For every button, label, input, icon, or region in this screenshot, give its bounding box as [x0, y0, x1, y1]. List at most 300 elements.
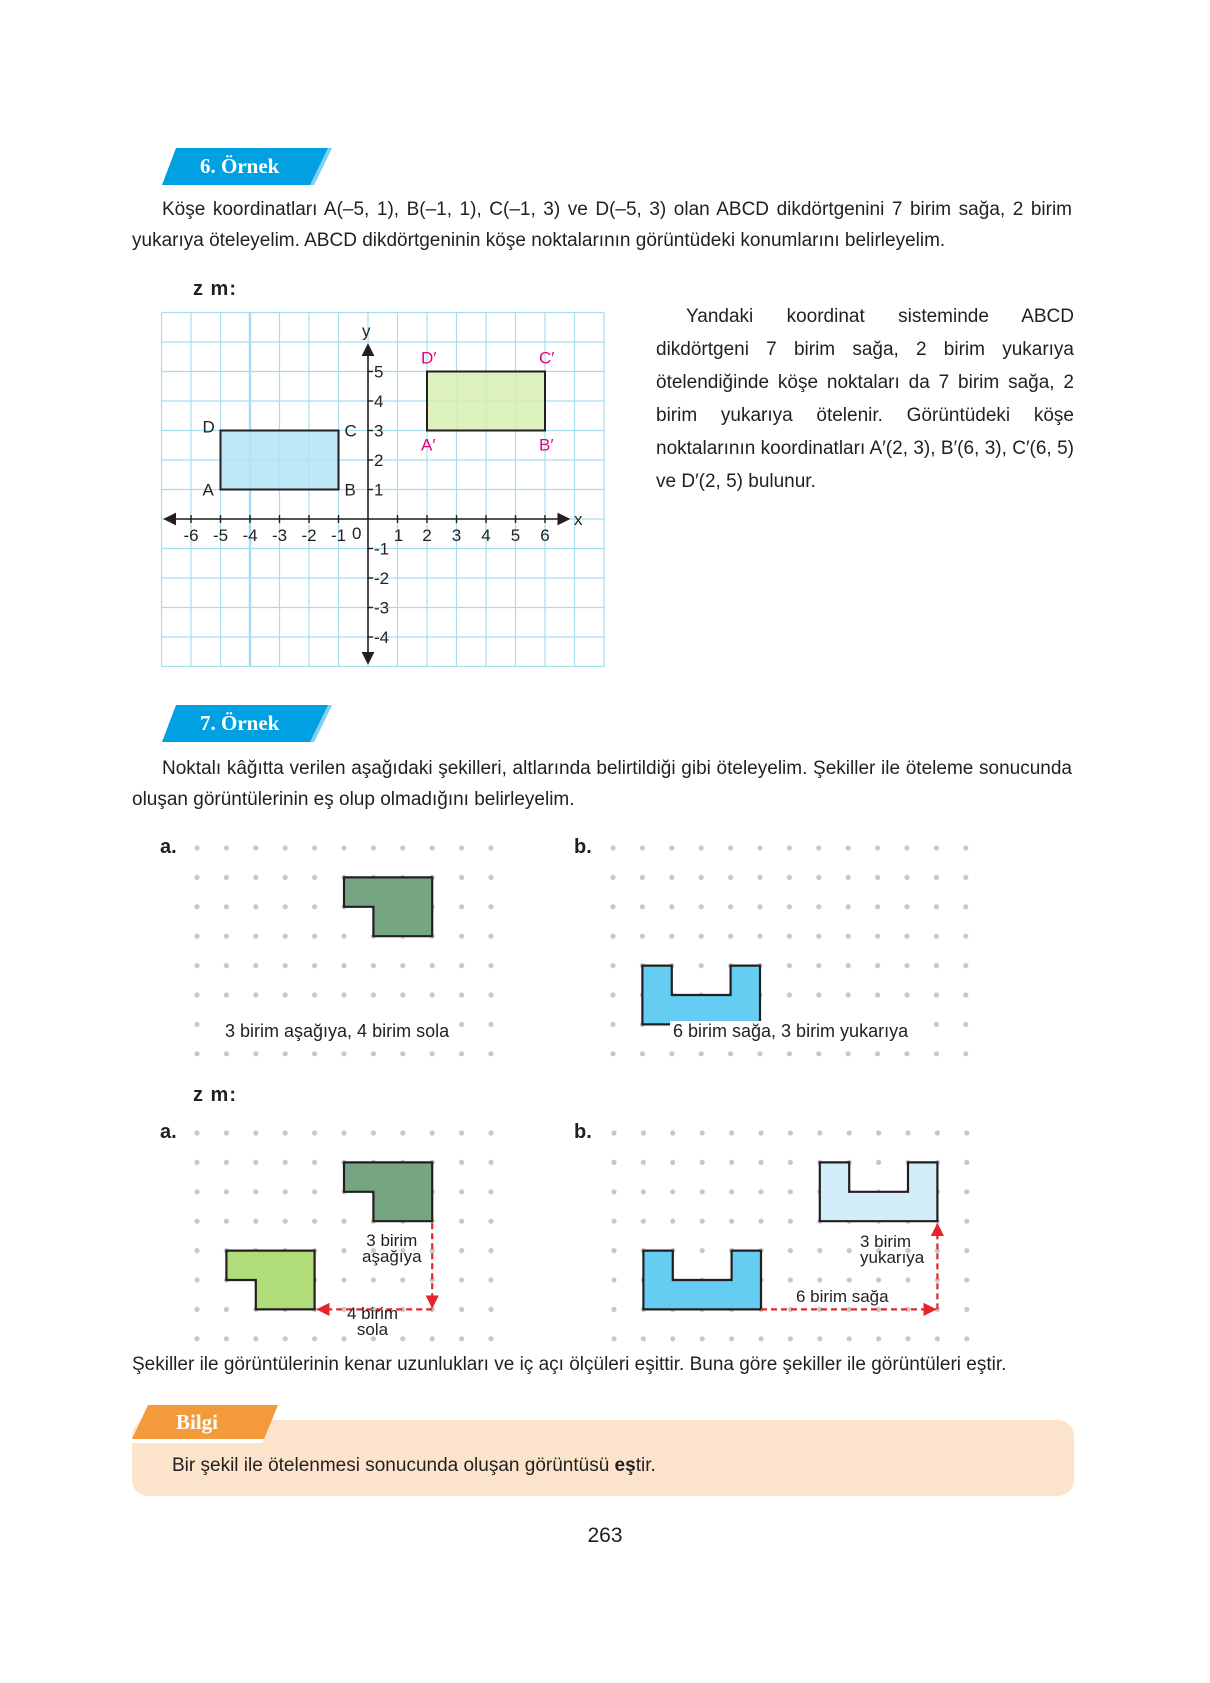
- dot-grid-b: [875, 1051, 880, 1056]
- info-title: Bilgi: [176, 1410, 219, 1434]
- dot-grid-a: [341, 1051, 346, 1056]
- dot-grid-b: [934, 934, 939, 939]
- dot-grid-b: [963, 992, 968, 997]
- dot-grid-a: [194, 875, 199, 880]
- dot-grid-b: [816, 963, 821, 968]
- dot-grid-b: [699, 1051, 704, 1056]
- dot-grid-b: [669, 845, 674, 850]
- dot-grid-a: [253, 904, 258, 909]
- dot-grid-b: [610, 1051, 615, 1056]
- x-tick-label: -1: [330, 526, 347, 545]
- dot-grid-solution-b: [700, 1336, 705, 1341]
- dot-grid-a: [224, 875, 229, 880]
- dot-grid-solution-a: [488, 1160, 493, 1165]
- dot-grid-solution-b: [964, 1130, 969, 1135]
- dot-grid-solution-a: [312, 1219, 317, 1224]
- dot-grid-b: [787, 845, 792, 850]
- dot-grid-a: [312, 904, 317, 909]
- dot-grid-solution-a: [194, 1277, 199, 1282]
- dot-grid-solution-a: [459, 1130, 464, 1135]
- dot-grid-b: [875, 875, 880, 880]
- dot-grid-solution-b: [964, 1189, 969, 1194]
- dot-grid-b: [875, 963, 880, 968]
- dot-grid-a: [400, 992, 405, 997]
- shape-b-image: [820, 1162, 938, 1221]
- dot-grid-b: [787, 934, 792, 939]
- dot-grid-solution-a: [283, 1336, 288, 1341]
- dot-grid-b: [610, 934, 615, 939]
- dot-grid-solution-b: [700, 1248, 705, 1253]
- dot-grid-b: [640, 1051, 645, 1056]
- dot-grid-solution-a: [194, 1336, 199, 1341]
- dot-grid-solution-b: [964, 1307, 969, 1312]
- dot-grid-b: [610, 904, 615, 909]
- dot-grid-a: [312, 875, 317, 880]
- dot-grid-solution-a: [459, 1277, 464, 1282]
- dot-grid-a: [283, 963, 288, 968]
- dot-grid-solution-b: [788, 1277, 793, 1282]
- dot-grid-solution-b: [611, 1336, 616, 1341]
- dot-grid-b: [963, 904, 968, 909]
- dot-grid-solution-b: [847, 1248, 852, 1253]
- dot-grid-solution-b: [729, 1189, 734, 1194]
- dot-grid-a: [430, 845, 435, 850]
- dot-grid-a: [341, 963, 346, 968]
- dot-grid-solution-a: [253, 1219, 258, 1224]
- y-tick-label: 2: [374, 451, 384, 470]
- dot-grid-solution-a: [400, 1277, 405, 1282]
- dot-grid-b: [934, 963, 939, 968]
- dot-grid-solution-b: [847, 1130, 852, 1135]
- dot-grid-a: [253, 1051, 258, 1056]
- dot-grid-solution-a: [194, 1219, 199, 1224]
- dot-grid-b: [728, 1051, 733, 1056]
- dot-grid-solution-a: [341, 1248, 346, 1253]
- dot-grid-a: [194, 845, 199, 850]
- dot-grid-b: [875, 845, 880, 850]
- dot-grid-b: [699, 904, 704, 909]
- dot-grid-a: [459, 1051, 464, 1056]
- dot-grid-solution-a: [488, 1248, 493, 1253]
- dot-grid-solution-b: [964, 1248, 969, 1253]
- dot-grid-b: [728, 845, 733, 850]
- vertex-label-A: A: [202, 480, 214, 500]
- dot-grid-b: [816, 904, 821, 909]
- dot-grid-solution-b: [700, 1219, 705, 1224]
- dot-grid-solution-a: [224, 1219, 229, 1224]
- dot-grid-b: [610, 875, 615, 880]
- left-arrow-label: [347, 1306, 398, 1338]
- right-arrow-label: 6 birim sağa: [796, 1287, 889, 1306]
- dot-grid-solution-a: [224, 1189, 229, 1194]
- y-tick-label: 5: [374, 362, 384, 382]
- dot-grid-solution-a: [371, 1277, 376, 1282]
- dot-grid-b: [757, 875, 762, 880]
- dot-grid-a: [312, 1051, 317, 1056]
- dot-grid-solution-a: [371, 1130, 376, 1135]
- dot-grid-a: [430, 963, 435, 968]
- dot-grid-solution-b: [641, 1160, 646, 1165]
- dot-grid-solution-a: [341, 1130, 346, 1135]
- dot-grid-b: [963, 963, 968, 968]
- dot-grid-solution-b: [964, 1277, 969, 1282]
- dot-grid-solution-b: [700, 1160, 705, 1165]
- info-text-bold: eş: [614, 1455, 636, 1476]
- y-tick-label: 1: [374, 480, 384, 500]
- problem-a-caption: 3 birim aşağıya, 4 birim sola: [222, 1021, 452, 1042]
- dot-grid-b: [816, 875, 821, 880]
- dot-grid-b: [904, 1051, 909, 1056]
- dot-grid-a: [224, 963, 229, 968]
- dot-grid-b: [875, 992, 880, 997]
- example-7-text: Noktalı kâğıtta verilen aşağıdaki şekilleri, altlarında belirtildiği gibi öteleyelim. Şekiller ile öteleme sonucunda oluşan görüntülerinin eş olup olmadığını belirleyelim.: [132, 758, 1072, 810]
- example-6-solution-text: Yandaki koordinat sisteminde ABCD dikdörtgeni 7 birim sağa, 2 birim yukarıya ötelendiğinde köşe noktaları da 7 birim sağa, 2 birim yukarıya ötelenir. Görüntüdeki köşe noktalarının koordinatları A′(2, 3), B′(6, 3), C′(6, 5) ve D′(2, 5) bulunur.: [656, 306, 1074, 492]
- dot-grid-b: [963, 934, 968, 939]
- info-text-start: Bir şekil ile ötelenmesi sonucunda oluşan görüntüsü: [172, 1455, 615, 1476]
- dot-grid-a: [312, 845, 317, 850]
- dot-grid-solution-a: [194, 1160, 199, 1165]
- dot-grid-a: [312, 992, 317, 997]
- dot-grid-solution-a: [459, 1248, 464, 1253]
- dot-grid-a: [400, 963, 405, 968]
- dot-grid-solution-a: [459, 1160, 464, 1165]
- dot-grid-a: [400, 1051, 405, 1056]
- dot-grid-b: [934, 904, 939, 909]
- dot-grid-solution-a: [224, 1336, 229, 1341]
- dot-grid-solution-b: [817, 1248, 822, 1253]
- dot-grid-b: [904, 992, 909, 997]
- dot-grid-solution-b: [905, 1336, 910, 1341]
- dot-grid-solution-b: [876, 1277, 881, 1282]
- dot-grid-solution-b: [817, 1277, 822, 1282]
- x-tick-label: 3: [451, 526, 462, 545]
- dot-grid-solution-b: [700, 1130, 705, 1135]
- left-label-line-1: 4 birim: [347, 1304, 399, 1323]
- dot-grid-solution-b: [758, 1189, 763, 1194]
- info-text: [172, 1455, 656, 1477]
- x-tick-label: -2: [301, 526, 317, 545]
- x-tick-label: 4: [481, 526, 491, 545]
- dot-grid-a: [371, 963, 376, 968]
- dot-grid-solution-b: [935, 1130, 940, 1135]
- dot-grid-a: [194, 992, 199, 997]
- shape-b: [642, 966, 760, 1025]
- dot-grid-b: [728, 934, 733, 939]
- left-label-line-2: sola: [356, 1320, 389, 1339]
- dot-grid-b: [610, 845, 615, 850]
- dot-grid-solution-b: [670, 1160, 675, 1165]
- dot-grid-solution-b: [964, 1219, 969, 1224]
- x-tick-label: 1: [393, 526, 404, 545]
- dot-grid-b: [699, 934, 704, 939]
- image-vertex-label: C′: [539, 348, 555, 368]
- dot-grid-solution-b: [611, 1219, 616, 1224]
- dot-grid-b: [787, 963, 792, 968]
- dot-grid-b: [640, 845, 645, 850]
- dot-grid-a: [194, 934, 199, 939]
- info-tab: [132, 1405, 278, 1441]
- x-tick-label: 2: [422, 526, 432, 545]
- dot-grid-a: [341, 992, 346, 997]
- dot-grid-b: [640, 934, 645, 939]
- dot-grid-b: [610, 963, 615, 968]
- x-tick-label: 6: [540, 526, 550, 545]
- dot-grid-a: [253, 875, 258, 880]
- down-arrow-label: [362, 1233, 422, 1265]
- dot-grid-b: [757, 845, 762, 850]
- shape-a: [344, 877, 432, 936]
- dot-grid-solution-b: [905, 1277, 910, 1282]
- dot-grid-a: [430, 992, 435, 997]
- dot-grid-solution-a: [283, 1189, 288, 1194]
- dot-grid-solution-a: [224, 1160, 229, 1165]
- example-6-text: Köşe koordinatları A(–5, 1), B(–1, 1), C(–1, 3) ve D(–5, 3) olan ABCD dikdörtgenini 7 birim sağa, 2 birim yukarıya öteleyelim. ABCD dikdörtgeninin köşe noktalarının görüntüdeki konumlarını belirleyelim.: [132, 199, 1072, 251]
- dot-grid-b: [787, 904, 792, 909]
- dot-grid-solution-b: [729, 1219, 734, 1224]
- dot-grid-a: [488, 904, 493, 909]
- vertex-label-D: D: [202, 417, 215, 437]
- dot-grid-solution-b: [729, 1160, 734, 1165]
- dot-grid-b: [787, 992, 792, 997]
- dot-grid-solution-a: [224, 1130, 229, 1135]
- rectangle-image: [427, 372, 545, 431]
- dot-grid-b: [816, 992, 821, 997]
- problem-b-caption: 6 birim sağa, 3 birim yukarıya: [670, 1021, 911, 1042]
- dot-grid-a: [371, 1051, 376, 1056]
- dot-grid-solution-b: [641, 1130, 646, 1135]
- dot-grid-b: [640, 904, 645, 909]
- dot-grid-b: [846, 904, 851, 909]
- dot-grid-solution-a: [253, 1130, 258, 1135]
- dot-grid-solution-b: [641, 1189, 646, 1194]
- origin-label: 0: [352, 524, 362, 543]
- dot-grid-a: [283, 1051, 288, 1056]
- dot-grid-a: [488, 845, 493, 850]
- dot-grid-b: [757, 1051, 762, 1056]
- y-tick-label: -3: [374, 598, 390, 618]
- dot-grid-b: [963, 875, 968, 880]
- dot-grid-a: [224, 1051, 229, 1056]
- dot-grid-b: [728, 875, 733, 880]
- dot-grid-solution-a: [194, 1307, 199, 1312]
- dot-grid-solution-b: [611, 1130, 616, 1135]
- dot-grid-b: [669, 904, 674, 909]
- dot-grid-b: [904, 845, 909, 850]
- dot-grid-a: [459, 875, 464, 880]
- dot-grid-solution-b: [670, 1219, 675, 1224]
- dot-grid-solution-a: [312, 1336, 317, 1341]
- dot-grid-a: [283, 845, 288, 850]
- dot-grid-b: [846, 934, 851, 939]
- dot-grid-a: [253, 992, 258, 997]
- dot-grid-b: [934, 875, 939, 880]
- dot-grid-solution-b: [729, 1130, 734, 1135]
- shape-a-original: [344, 1162, 432, 1221]
- dot-grid-solution-b: [964, 1160, 969, 1165]
- dot-grid-b: [816, 845, 821, 850]
- dot-grid-solution-a: [488, 1307, 493, 1312]
- y-tick-label: 3: [374, 421, 384, 441]
- dot-grid-b: [610, 1022, 615, 1027]
- example-7-title: 7. Örnek: [200, 711, 280, 735]
- dot-grid-b: [669, 1051, 674, 1056]
- info-text-end: tir.: [635, 1455, 656, 1476]
- dot-grid-b: [699, 845, 704, 850]
- dot-grid-solution-b: [729, 1336, 734, 1341]
- dot-grid-solution-a: [341, 1336, 346, 1341]
- dot-grid-solution-a: [488, 1277, 493, 1282]
- dot-grid-b: [904, 904, 909, 909]
- dot-grid-b: [934, 1022, 939, 1027]
- y-tick-label: -4: [374, 628, 390, 647]
- dot-grid-solution-b: [935, 1336, 940, 1341]
- dot-grid-solution-b: [670, 1189, 675, 1194]
- dot-grid-b: [816, 934, 821, 939]
- dot-grid-solution-b: [876, 1336, 881, 1341]
- dot-grid-solution-a: [283, 1130, 288, 1135]
- x-tick-label: -5: [212, 526, 229, 545]
- dot-grid-a: [430, 1051, 435, 1056]
- dot-grid-b: [904, 963, 909, 968]
- dot-grid-solution-b: [611, 1248, 616, 1253]
- dot-grid-solution-b: [817, 1336, 822, 1341]
- dot-grid-solution-b: [876, 1160, 881, 1165]
- dot-grid-solution-b: [788, 1160, 793, 1165]
- dot-grid-a: [459, 992, 464, 997]
- dot-grid-a: [371, 845, 376, 850]
- dot-grid-a: [459, 845, 464, 850]
- dot-grid-b: [963, 1051, 968, 1056]
- dot-grid-solution-a: [312, 1130, 317, 1135]
- dot-grid-b: [904, 875, 909, 880]
- dot-grid-a: [224, 992, 229, 997]
- dot-grid-solution-a: [283, 1160, 288, 1165]
- problem-a-label: a.: [160, 836, 177, 858]
- solution-label: z m:: [193, 278, 237, 300]
- dot-grid-a: [224, 904, 229, 909]
- dot-grid-solution-b: [758, 1160, 763, 1165]
- dot-grid-a: [283, 934, 288, 939]
- image-vertex-label: A′: [421, 435, 436, 455]
- dot-grid-a: [253, 845, 258, 850]
- y-tick-label: -1: [374, 539, 390, 559]
- dot-grid-b: [699, 963, 704, 968]
- dot-grid-b: [846, 992, 851, 997]
- dot-grid-solution-b: [847, 1336, 852, 1341]
- dot-grid-a: [341, 845, 346, 850]
- example-6-title: 6. Örnek: [200, 154, 280, 178]
- solution-7-label: z m:: [193, 1084, 237, 1106]
- dot-grid-a: [224, 934, 229, 939]
- dot-grid-solution-a: [488, 1130, 493, 1135]
- dot-grid-a: [488, 1022, 493, 1027]
- dot-grid-b: [787, 1051, 792, 1056]
- dot-grid-solution-a: [459, 1336, 464, 1341]
- dot-grid-b: [875, 904, 880, 909]
- dot-grid-solution-b: [611, 1189, 616, 1194]
- dot-grid-solution-a: [459, 1307, 464, 1312]
- dot-grid-a: [194, 904, 199, 909]
- dot-grid-solution-a: [430, 1130, 435, 1135]
- dot-grid-solution-b: [788, 1189, 793, 1194]
- vertex-label-B: B: [344, 480, 356, 500]
- dot-grid-a: [312, 963, 317, 968]
- dot-grid-b: [757, 904, 762, 909]
- dot-grid-b: [904, 934, 909, 939]
- dot-grid-b: [963, 845, 968, 850]
- dot-grid-a: [194, 1022, 199, 1027]
- conclusion-text: Şekiller ile görüntülerinin kenar uzunlukları ve iç açı ölçüleri eşittir. Buna göre şekiller ile görüntüleri eştir.: [132, 1354, 1007, 1375]
- dot-grid-solution-b: [788, 1248, 793, 1253]
- dot-grid-solution-a: [283, 1219, 288, 1224]
- dot-grid-solution-b: [611, 1307, 616, 1312]
- dot-grid-solution-b: [964, 1336, 969, 1341]
- solution-b-label: b.: [574, 1121, 592, 1143]
- dot-grid-solution-b: [876, 1130, 881, 1135]
- dot-grid-a: [341, 934, 346, 939]
- x-axis-label: x: [574, 510, 583, 529]
- dot-grid-b: [699, 875, 704, 880]
- y-tick-label: -2: [374, 569, 390, 588]
- down-label-line-1: 3 birim: [366, 1231, 418, 1250]
- dot-grid-solution-b: [670, 1336, 675, 1341]
- problem-b-label: b.: [574, 836, 592, 858]
- dot-grid-solution-b: [670, 1130, 675, 1135]
- dot-grid-a: [488, 934, 493, 939]
- dot-grid-solution-a: [194, 1130, 199, 1135]
- dot-grid-b: [757, 934, 762, 939]
- dot-grid-b: [610, 992, 615, 997]
- dot-grid-b: [846, 1051, 851, 1056]
- dot-grid-solution-a: [459, 1189, 464, 1194]
- dot-grid-a: [194, 1051, 199, 1056]
- dot-grid-solution-a: [400, 1336, 405, 1341]
- image-vertex-label: B′: [539, 435, 554, 455]
- down-label-line-2: aşağıya: [362, 1247, 422, 1266]
- dot-grid-a: [253, 963, 258, 968]
- dot-grid-solution-b: [788, 1130, 793, 1135]
- dot-grid-a: [459, 934, 464, 939]
- shape-b-original: [643, 1251, 761, 1310]
- dot-grid-solution-a: [312, 1160, 317, 1165]
- dot-grid-solution-a: [341, 1219, 346, 1224]
- y-tick-label: 4: [374, 392, 384, 411]
- dot-grid-solution-a: [253, 1160, 258, 1165]
- dot-grid-solution-a: [224, 1307, 229, 1312]
- dot-grid-solution-b: [788, 1219, 793, 1224]
- dot-grid-a: [253, 934, 258, 939]
- dot-grid-solution-b: [611, 1160, 616, 1165]
- shape-a-image: [226, 1251, 314, 1310]
- dot-grid-a: [488, 963, 493, 968]
- dot-grid-solution-b: [847, 1277, 852, 1282]
- dot-grid-solution-a: [312, 1189, 317, 1194]
- dot-grid-solution-a: [253, 1189, 258, 1194]
- dot-grid-solution-a: [488, 1219, 493, 1224]
- dot-grid-solution-b: [817, 1130, 822, 1135]
- dot-grid-b: [934, 1051, 939, 1056]
- dot-grid-solution-b: [700, 1189, 705, 1194]
- dot-grid-b: [934, 992, 939, 997]
- dot-grid-solution-a: [459, 1219, 464, 1224]
- dot-grid-solution-a: [488, 1336, 493, 1341]
- dot-grid-b: [669, 875, 674, 880]
- up-label-line-1: 3 birim: [860, 1232, 912, 1251]
- x-tick-label: -6: [183, 526, 199, 545]
- dot-grid-b: [934, 845, 939, 850]
- image-vertex-label: D′: [421, 348, 437, 368]
- dot-grid-a: [459, 963, 464, 968]
